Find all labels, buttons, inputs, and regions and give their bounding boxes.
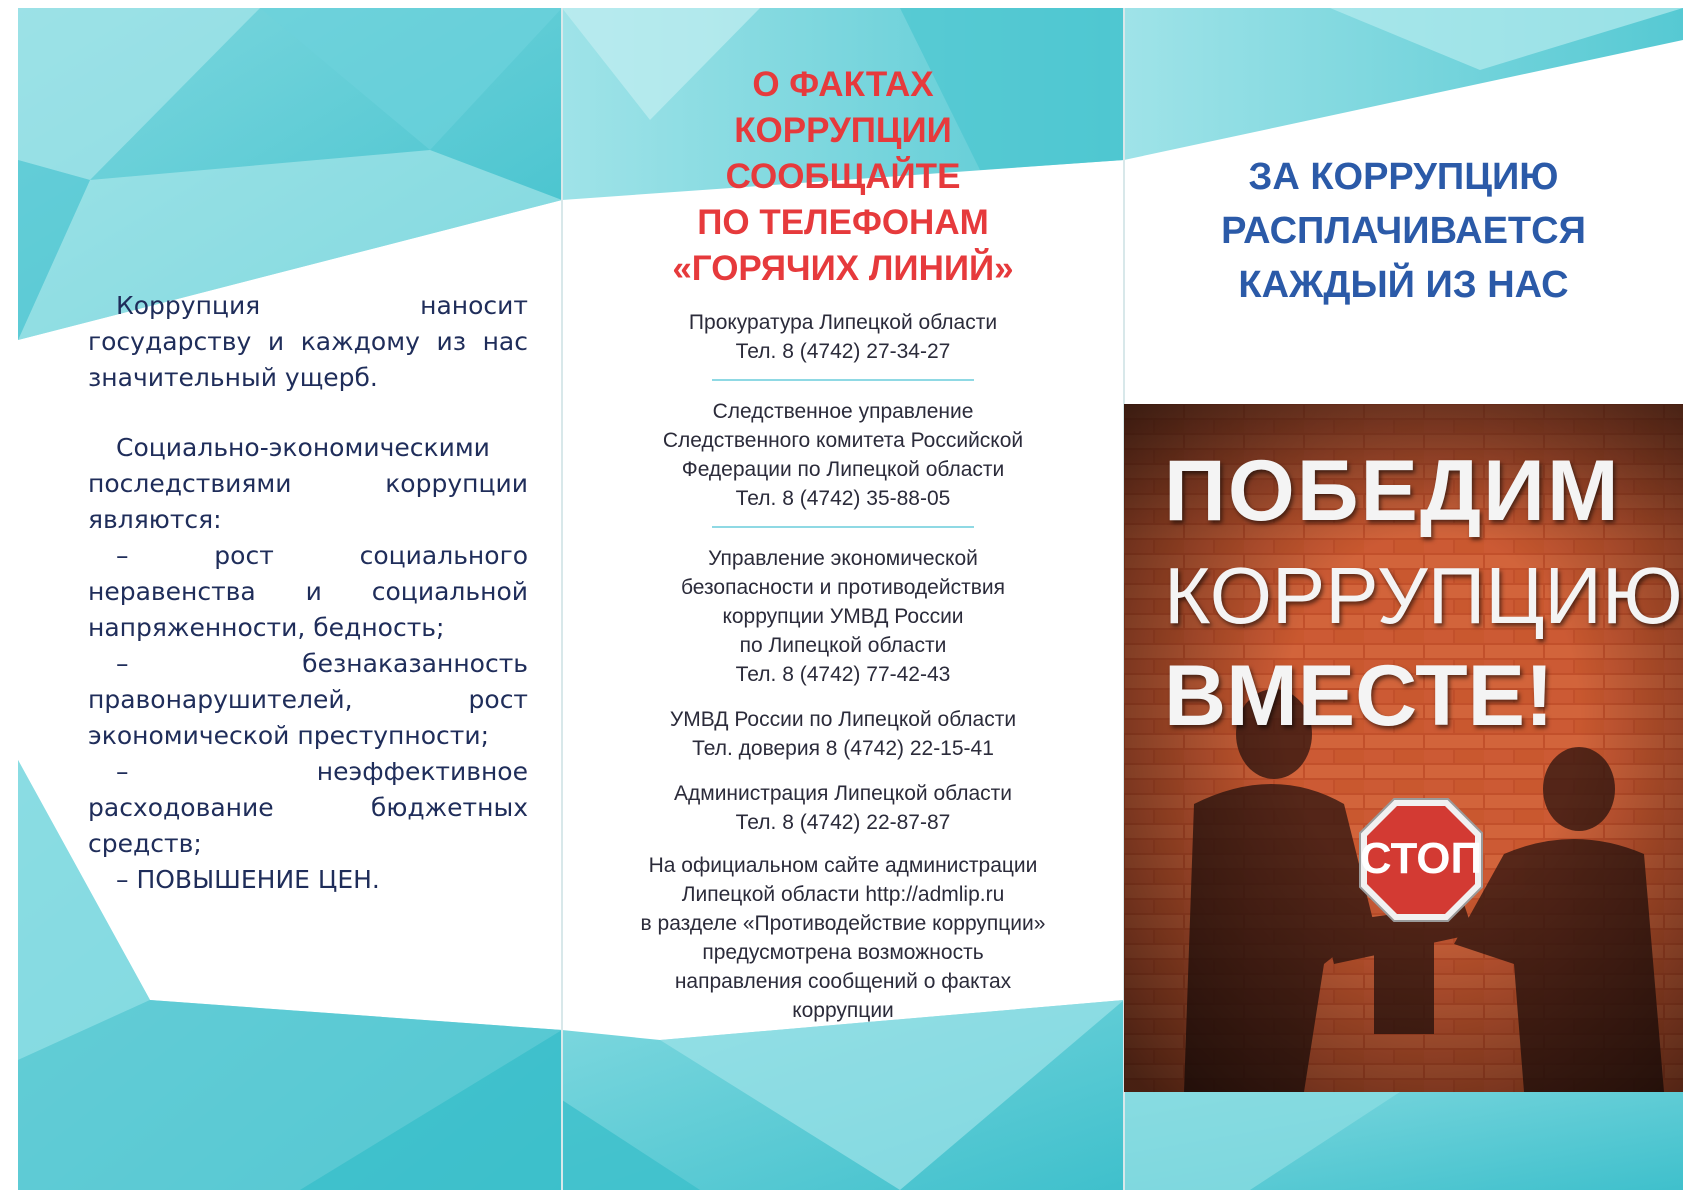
separator: [712, 379, 974, 381]
contact-administration: [602, 779, 1084, 837]
contact-umvd-trust-line: [602, 705, 1084, 763]
headline-line: СООБЩАЙТЕ: [725, 157, 961, 196]
contact-name: Федерации по Липецкой области: [681, 458, 1005, 481]
contact-name: коррупции УМВД России: [722, 605, 964, 628]
stop-sign-label: СТОП: [1359, 834, 1483, 883]
note-line: коррупции: [792, 999, 894, 1022]
consequence-item: – неэффективное расходование бюджетных средств;: [88, 757, 528, 858]
right-panel: [1124, 0, 1683, 1190]
consequences-intro: Социально-экономическими последствиями коррупции являются:: [88, 433, 528, 534]
contact-list: [602, 308, 1084, 1025]
left-panel: [18, 0, 562, 1190]
consequences-text: [88, 288, 528, 898]
contact-name: безопасности и противодействия: [681, 576, 1005, 599]
headline-line: ПО ТЕЛЕФОНАМ: [697, 203, 989, 242]
note-line: На официальном сайте администрации: [648, 854, 1038, 877]
cover-title-line: РАСПЛАЧИВАЕТСЯ: [1221, 210, 1586, 252]
contact-name: Следственное управление: [712, 400, 974, 423]
consequence-item: – безнаказанность правонарушителей, рост экономической преступности;: [88, 649, 528, 750]
slogan-line: ПОБЕДИМ: [1164, 443, 1621, 539]
cover-title-line: КАЖДЫЙ ИЗ НАС: [1238, 264, 1569, 306]
contact-prosecutor: [602, 308, 1084, 366]
consequence-item: – ПОВЫШЕНИЕ ЦЕН.: [116, 865, 380, 894]
headline-line: «ГОРЯЧИХ ЛИНИЙ»: [672, 249, 1014, 288]
note-line: в разделе «Противодействие коррупции»: [640, 912, 1046, 935]
website-note: [602, 851, 1084, 1025]
slogan-line: КОРРУПЦИЮ: [1164, 551, 1683, 640]
contact-phone: Тел. 8 (4742) 77-42-43: [735, 663, 951, 686]
note-line: предусмотрена возможность: [702, 941, 984, 964]
hotline-headline: [562, 62, 1124, 292]
contact-name: по Липецкой области: [739, 634, 947, 657]
contact-economic-security: [602, 544, 1084, 689]
contact-name: УМВД России по Липецкой области: [669, 708, 1017, 731]
headline-line: КОРРУПЦИИ: [734, 111, 952, 150]
middle-panel: [562, 0, 1124, 1190]
cover-title-line: ЗА КОРРУПЦИЮ: [1248, 156, 1559, 198]
contact-phone: Тел. 8 (4742) 35-88-05: [735, 487, 951, 510]
contact-phone: Тел. 8 (4742) 22-87-87: [735, 811, 951, 834]
contact-phone: Тел. 8 (4742) 27-34-27: [735, 340, 951, 363]
contact-name: Прокуратура Липецкой области: [688, 311, 998, 334]
headline-line: О ФАКТАХ: [752, 65, 934, 104]
intro-paragraph: Коррупция наносит государству и каждому из нас значительный ущерб.: [88, 291, 528, 392]
contact-investigative-committee: [602, 397, 1084, 513]
cover-title: [1124, 150, 1683, 312]
consequence-item: – рост социального неравенства и социальной напряженности, бедность;: [88, 541, 528, 642]
slogan-line: ВМЕСТЕ!: [1164, 648, 1554, 744]
note-line: Липецкой области http://admlip.ru: [681, 883, 1005, 906]
contact-name: Администрация Липецкой области: [674, 782, 1012, 805]
contact-phone: Тел. доверия 8 (4742) 22-15-41: [692, 737, 994, 760]
separator: [712, 526, 974, 528]
contact-name: Следственного комитета Российской: [662, 429, 1024, 452]
contact-name: Управление экономической: [708, 547, 978, 570]
note-line: направления сообщений о фактах: [674, 970, 1012, 993]
